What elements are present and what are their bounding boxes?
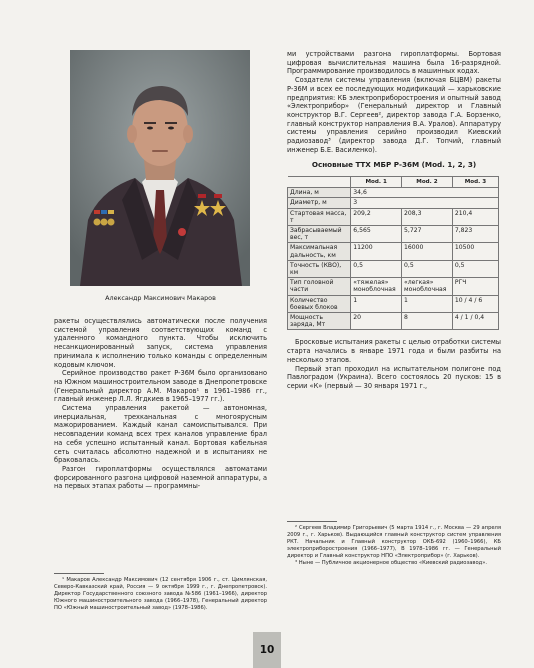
left-paragraph: ракеты осуществлялись автоматически после получения системой управления соответствующих команд с удаленного командного пункта. Чтобы исключить несанкционированный запуск, система управления принимала к исполнению только команды с определенным кодовым ключом. [54, 317, 267, 369]
table-cell: 3 [351, 198, 499, 208]
table-cell: 20 [351, 312, 402, 329]
table-row [288, 312, 499, 329]
table-row [288, 295, 499, 312]
table-cell: 208,3 [402, 208, 453, 225]
portrait-photo [70, 50, 250, 286]
table-cell: 10 / 4 / 6 [452, 295, 498, 312]
right-paragraph: Бросковые испытания ракеты с целью отработки системы старта начались в январе 1971 года и были разбиты на несколько этапов. [287, 338, 501, 364]
specs-table [287, 176, 499, 330]
left-paragraph: Разгон гироплатформы осуществлялся автоматами форсированного разгона цифровой наземной аппаратуры, а на первых этапах работы — программны- [54, 464, 267, 491]
table-cell: 210,4 [452, 208, 498, 225]
footnotes-right [287, 525, 501, 566]
table-header [288, 177, 351, 188]
table-cell: 6,565 [351, 225, 402, 242]
table-cell: 34,6 [351, 188, 499, 198]
table-cell-param: Точность (КВО), км [288, 260, 351, 277]
table-cell-param: Тип головной части [288, 278, 351, 295]
left-paragraph: Система управления ракетой — автономная, инерциальная, трехканальная с многоярусным мажорированием. Каждый канал самоиспытывался. При несовпадении команд всех трех каналов управление брал на себя успешно испытанный канал. Бортовая кабельная сеть считалась абсолютно надежной и в испытаниях не браковалась. [54, 404, 267, 465]
table-cell: «легкая» моноблочная [402, 278, 453, 295]
right-paragraph: Первый этап проходил на испытательном полигоне под Павлоградом (Украина). Всего состоялось 20 пусков: 15 в серии «К» (первый — 30 января 1971 г., [287, 364, 501, 390]
left-paragraph: Серийное производство ракет Р-36М было организовано на Южном машиностроительном заводе в Днепропетровске (Генеральный директор А.М. Макаров¹ в 1961–1986 гг., главный инженер Л.Л. Ягдкиев в 1965–1977 гг.). [54, 369, 267, 404]
table-row [288, 260, 499, 277]
table-header: Mod. 3 [452, 177, 498, 188]
table-row [288, 225, 499, 242]
right-column [287, 50, 501, 391]
left-column [54, 317, 267, 491]
footnotes-left [54, 577, 267, 612]
page-number: 10 [253, 632, 281, 668]
footnote-rule [54, 573, 104, 574]
table-row [288, 243, 499, 260]
table-cell: РГЧ [452, 278, 498, 295]
table-cell-param: Диаметр, м [288, 198, 351, 208]
table-row [288, 188, 499, 198]
table-cell: 4 / 1 / 0,4 [452, 312, 498, 329]
footnote: ¹ Макаров Александр Максимович (12 сентября 1906 г., ст. Цимлянская, Северо-Кавказский край, Россия — 9 октября 1999 г., г. Днепропетровск). Директор Государственного союзного завода №586 (1961–1966), директор Южного машиностроительного завода (1966–1978), Генеральный директор ПО «Южный машиностроительный завод» (1978–1986). [54, 577, 267, 611]
table-cell-param: Максимальная дальность, км [288, 243, 351, 260]
table-cell: 1 [402, 295, 453, 312]
footnote-rule [287, 521, 337, 522]
table-title: Основные ТТХ МБР Р-36М (Mod. 1, 2, 3) [311, 160, 477, 170]
table-cell: 11200 [351, 243, 402, 260]
photo-caption: Александр Максимович Макаров [105, 294, 216, 302]
right-paragraph: Создатели системы управления (включая БЦВМ) ракеты Р-36М и всех ее последующих модификаций — харьковские предприятия: КБ электроприборостроения и опытный завод «Электроприбор» (Генеральный директор и Главный конструктор В.Г. Сергеев², директор завода Г.А. Борзенко, главный конструктор направления В.А. Уралов). Аппаратуру системы управления серийно производил Киевский радиозавод³ (директор завода Д.Г. Топчий, главный инженер Б.Е. Василенко). [287, 76, 501, 154]
table-cell-param: Количество боевых блоков [288, 295, 351, 312]
footnote: ² Сергеев Владимир Григорьевич (5 марта 1914 г., г. Москва — 29 апреля 2009 г., г. Харьков). Выдающийся главный конструктор систем управления РКТ. Начальник и Главный конструктор ОКБ-692 (1960–1966), КБ электроприборостроения (1966–1977), В 1978–1986 гг. — Генеральный директор и Главный конструктор НПО «Электроприбор» (г. Харьков). [287, 525, 501, 559]
table-header: Mod. 2 [402, 177, 453, 188]
table-cell: 0,5 [452, 260, 498, 277]
table-cell: 10500 [452, 243, 498, 260]
table-cell: 7,823 [452, 225, 498, 242]
table-cell: 0,5 [402, 260, 453, 277]
right-paragraph: ми устройствами разгона гироплатформы. Бортовая цифровая вычислительная машина была 16-разрядной. Программирование производилось в машинных кодах. [287, 50, 501, 76]
table-cell-param: Мощность заряда, Мт [288, 312, 351, 329]
table-header-row [288, 177, 499, 188]
table-cell: 16000 [402, 243, 453, 260]
table-header: Mod. 1 [351, 177, 402, 188]
table-cell-param: Стартовая масса, т [288, 208, 351, 225]
table-cell-param: Забрасываемый вес, т [288, 225, 351, 242]
table-cell: 0,5 [351, 260, 402, 277]
table-row [288, 278, 499, 295]
table-cell: 1 [351, 295, 402, 312]
table-cell-param: Длина, м [288, 188, 351, 198]
table-cell: «тяжелая» моноблочная [351, 278, 402, 295]
table-row [288, 208, 499, 225]
table-cell: 5,727 [402, 225, 453, 242]
table-cell: 8 [402, 312, 453, 329]
footnote: ³ Ныне — Публичное акционерное общество «Киевский радиозавод». [295, 559, 488, 566]
table-row [288, 198, 499, 208]
table-cell: 209,2 [351, 208, 402, 225]
